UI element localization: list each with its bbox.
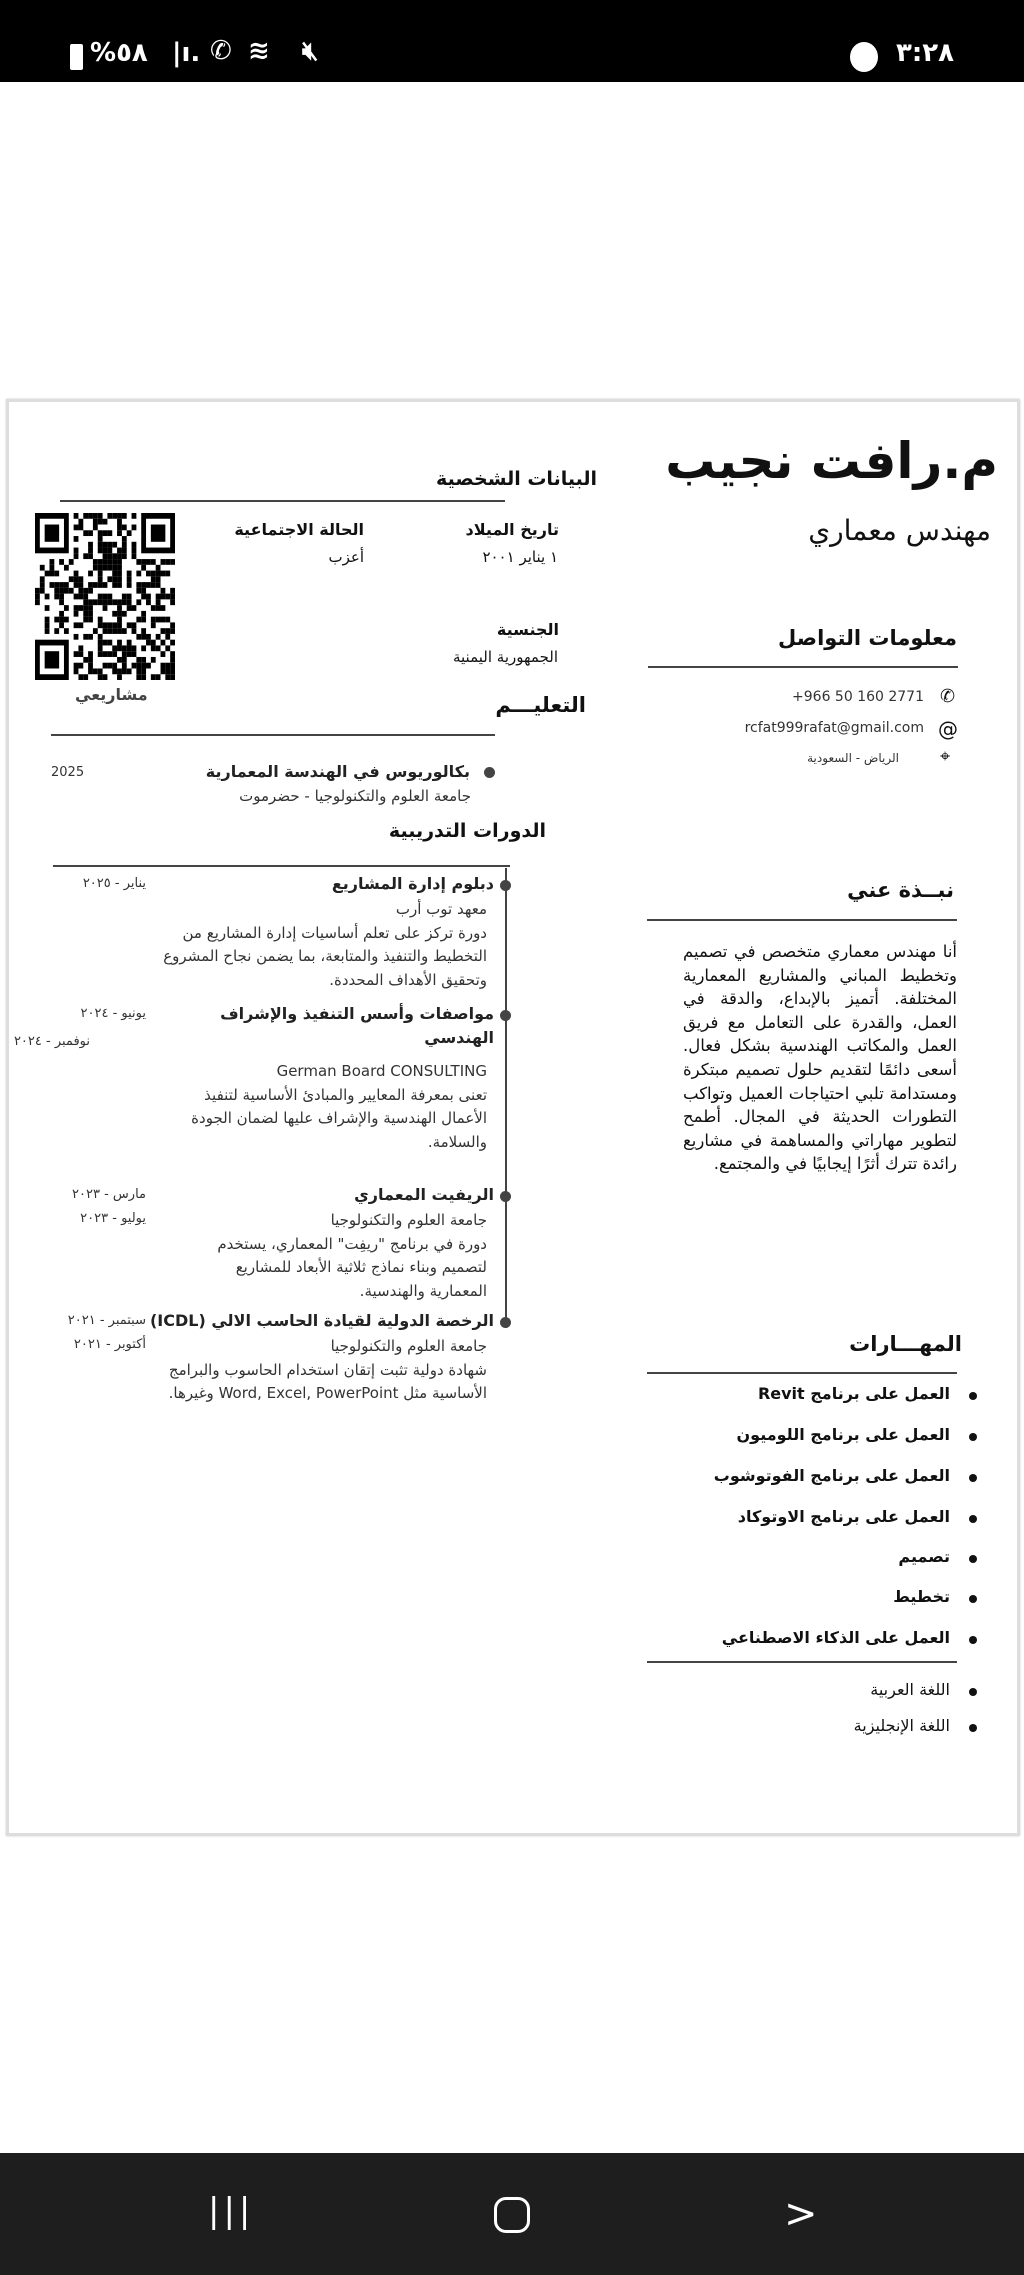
mute-icon: 🔇︎	[302, 36, 319, 66]
candidate-name: م.رافت نجيب	[665, 432, 998, 490]
course-org: جامعة العلوم والتكنولوجيا	[330, 1337, 487, 1355]
course-end-date: يوليو - ٢٠٢٣	[80, 1211, 146, 1226]
course-description: المعمارية والهندسية.	[359, 1281, 487, 1300]
graduation-year: 2025	[51, 765, 85, 780]
course-title: دبلوم إدارة المشاريع	[331, 874, 494, 893]
degree-title: بكالوريوس في الهندسة المعمارية	[205, 762, 470, 781]
bullet	[969, 1555, 977, 1563]
course-description: الأساسية مثل Word, Excel, PowerPoint وغيرها.	[168, 1384, 487, 1402]
course-title: مواصفات وأسس التنفيذ والإشراف	[220, 1004, 494, 1023]
skill-item: تخطيط	[893, 1587, 950, 1606]
course-description: الأعمال الهندسية والإشراف عليها لضمان الجودة	[191, 1109, 487, 1127]
course-title: الريفيت المعماري	[354, 1185, 494, 1204]
course-description: والسلامة.	[427, 1132, 487, 1151]
skill-item: العمل على برنامج Revit	[757, 1384, 950, 1403]
course-description: وتحقيق الأهداف المحددة.	[329, 970, 487, 989]
status-bar	[0, 0, 1024, 82]
skill-item: العمل على برنامج اللوميون	[736, 1425, 950, 1444]
bullet	[969, 1636, 977, 1644]
skills-heading: المهـــارات	[849, 1332, 962, 1356]
contact-heading: معلومات التواصل	[778, 626, 957, 650]
divider	[647, 1372, 957, 1374]
education-heading: التعليـــم	[495, 693, 586, 717]
course-org: جامعة العلوم والتكنولوجيا	[330, 1211, 487, 1229]
divider	[648, 666, 958, 668]
course-description: لتصميم وبناء نماذج ثلاثية الأبعاد للمشاريع	[235, 1258, 487, 1276]
home-button[interactable]	[494, 2197, 530, 2233]
skill-item: العمل على الذكاء الاصطناعي	[721, 1628, 950, 1647]
course-description: التخطيط والتنفيذ والمتابعة، بما يضمن نجاح المشروع	[163, 947, 487, 965]
course-org: German Board CONSULTING	[276, 1062, 487, 1080]
timeline-dot	[500, 1191, 511, 1202]
email-icon: @	[938, 717, 958, 741]
email-address[interactable]: rcfat999rafat@gmail.com	[744, 720, 924, 736]
skill-item: العمل على برنامج الاوتوكاد	[737, 1507, 950, 1526]
bullet	[969, 1433, 977, 1441]
phone-number[interactable]: +966 50 160 2771	[792, 689, 924, 705]
course-title: الرخصة الدولية لقيادة الحاسب الالي (ICDL)	[149, 1311, 494, 1330]
wifi-icon: ≋	[248, 36, 270, 66]
course-description: شهادة دولية تثبت إتقان استخدام الحاسوب والبرامج	[168, 1360, 487, 1379]
birth-label: تاريخ الميلاد	[465, 520, 559, 539]
university: جامعة العلوم والتكنولوجيا - حضرموت	[239, 787, 471, 805]
birth-value: ١ يناير ٢٠٠١	[482, 548, 558, 566]
job-title: مهندس معماري	[808, 514, 991, 547]
bullet	[969, 1515, 977, 1523]
back-button[interactable]: >	[784, 2191, 818, 2237]
course-org: معهد توب أرب	[395, 900, 487, 918]
bullet	[969, 1688, 977, 1696]
divider	[51, 734, 495, 736]
bullet	[969, 1474, 977, 1482]
course-start-date: يونيو - ٢٠٢٤	[80, 1006, 146, 1021]
nationality-value: الجمهورية اليمنية	[452, 648, 558, 666]
marital-label: الحالة الاجتماعية	[234, 520, 364, 539]
divider	[53, 865, 510, 867]
skill-item: تصميم	[898, 1547, 950, 1566]
course-description: دورة في برنامج "ريفِت" المعماري، يستخدم	[217, 1234, 487, 1253]
location-icon: ⌖	[940, 746, 951, 767]
recent-apps-button[interactable]: |||	[208, 2191, 255, 2231]
course-description: تعنى بمعرفة المعايير والمبادئ الأساسية لتنفيذ	[204, 1085, 487, 1104]
course-start-date: مارس - ٢٠٢٣	[72, 1187, 146, 1202]
language-item: اللغة العربية	[870, 1680, 950, 1699]
bullet	[969, 1595, 977, 1603]
divider	[647, 919, 957, 921]
nationality-label: الجنسية	[496, 620, 559, 639]
navigation-bar	[0, 2153, 1024, 2275]
course-start-date: سبتمبر - ٢٠٢١	[67, 1313, 146, 1328]
divider	[60, 500, 505, 502]
course-title-cont: الهندسي	[424, 1028, 494, 1047]
battery-icon	[70, 44, 83, 70]
signal-icon: |ı.	[172, 38, 201, 68]
courses-heading: الدورات التدريبية	[388, 820, 546, 842]
clock: ٣:٢٨	[896, 38, 955, 68]
battery-percent: %٥٨	[90, 38, 148, 68]
qr-label: مشاريعي	[75, 685, 148, 704]
qr-code[interactable]	[35, 513, 175, 680]
timeline-dot	[500, 1010, 511, 1021]
personal-heading: البيانات الشخصية	[436, 468, 597, 490]
location: الرياض - السعودية	[807, 751, 899, 765]
divider	[647, 1661, 957, 1663]
course-description: دورة تركز على تعلم أساسيات إدارة المشاريع من	[182, 923, 487, 942]
about-heading: نبــذة عني	[847, 878, 954, 902]
timeline-line	[505, 868, 507, 1328]
skill-item: العمل على برنامج الفوتوشوب	[713, 1466, 950, 1485]
bullet	[969, 1392, 977, 1400]
timeline-dot	[500, 880, 511, 891]
course-start-date: يناير - ٢٠٢٥	[82, 876, 146, 891]
profile-icon	[850, 42, 878, 72]
course-end-date: نوفمبر - ٢٠٢٤	[13, 1034, 90, 1049]
wifi-call-icon: ✆	[210, 36, 232, 66]
about-text: أنا مهندس معماري متخصص في تصميم وتخطيط المباني والمشاريع المعمارية المختلفة. أتميز بالإبداع، والدقة في العمل، والقدرة على التعامل مع فريق العمل والمكاتب الهندسية بشكل فعال. أسعى دائمًا لتقديم حلول تصميم مبتكرة ومستدامة تلبي احتياجات العميل وتواكب التطورات الحديثة في المجال. أطمح لتطوير مهاراتي والمساهمة في مشاريع رائدة تترك أثرًا إيجابيًا في والمجتمع.	[683, 942, 957, 1174]
bullet	[969, 1724, 977, 1732]
language-item: اللغة الإنجليزية	[853, 1716, 950, 1735]
bullet	[484, 767, 495, 778]
phone-icon: ✆	[940, 686, 956, 707]
marital-value: أعزب	[328, 548, 364, 566]
course-end-date: أكتوبر - ٢٠٢١	[73, 1337, 146, 1352]
timeline-dot	[500, 1317, 511, 1328]
